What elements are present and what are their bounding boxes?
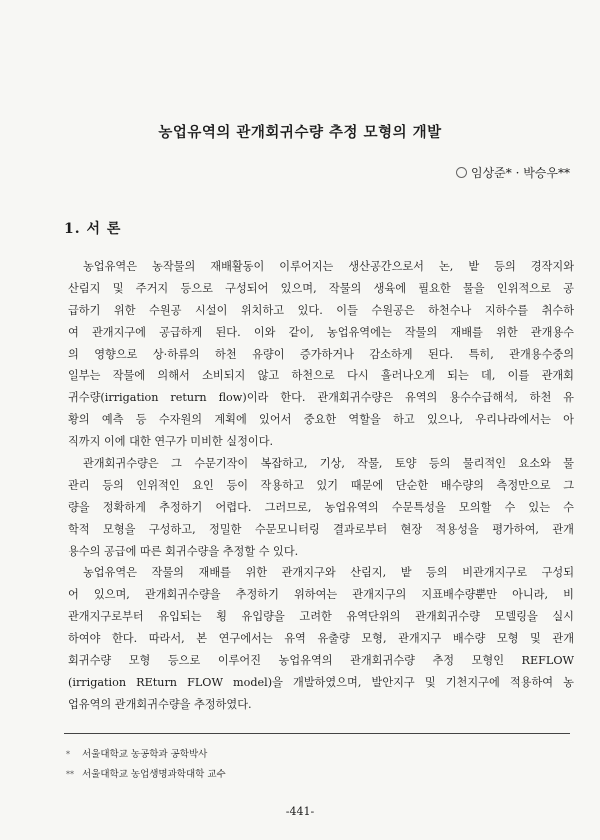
text-line: 량을 정확하게 추정하기 어렵다. 그러므로, 농업유역의 수문특성을 모의할 수 있는 수 [68,500,574,514]
text-line: 어 있으며, 관개회귀수량을 추정하기 위하여는 관개지구의 지표배수량뿐만 아니라, 비 [68,588,574,602]
footnote-mark: * [66,750,70,759]
footnote [66,745,226,765]
paragraph [68,453,574,562]
body-text [68,256,574,716]
paragraph [68,256,574,453]
text-line: 관개회귀수량은 그 수문기작이 복잡하고, 기상, 작물, 토양 등의 물리적인 요소와 물 [83,457,574,471]
text-line: 용수의 공급에 따른 회귀수량을 추정할 수 있다. [68,544,299,558]
text-line: 하여야 한다. 따라서, 본 연구에서는 유역 유출량 모형, 관개지구 배수량 모형 및 관개 [68,632,574,646]
text-line: 일부는 작물에 의해서 소비되지 않고 하천으로 다시 흘러나오게 되는 데, 이를 관개회 [68,369,574,383]
text-line: 농업유역은 작물의 재배를 위한 관개지구와 산림지, 밭 등의 비관개지구로 구성되 [83,566,574,580]
circle-mark-icon [456,167,467,178]
text-line: 회귀수량 모형 등으로 이루어진 농업유역의 관개회귀수량 추정 모형인 REFLOW [68,654,574,668]
text-line: 농업유역은 농작물의 재배활동이 이루어지는 생산공간으로서 논, 밭 등의 경작지와 [83,260,574,273]
text-line: 관개지구로부터 유입되는 횡 유입량을 고려한 유역단위의 관개회귀수량 모델링을 실시 [68,610,574,624]
paper-title: 농업유역의 관개회귀수량 추정 모형의 개발 [158,124,442,141]
text-line: 관리 등의 인위적인 요인 등이 작용하고 있기 때문에 단순한 배수량의 측정만으로 그 [68,478,574,492]
footnote-text: 서울대학교 농업생명과학대학 교수 [82,769,226,780]
author-line [456,164,570,181]
footnotes [66,745,226,785]
text-line: 급하기 위한 수원공 시설이 위치하고 있다. 이들 수원공은 하천수나 지하수를 취수하 [68,303,574,317]
text-line: 황의 예측 등 수자원의 계획에 있어서 중요한 역할을 하고 있으나, 우리나라에서는 아 [68,413,574,427]
text-line: 직까지 이에 대한 연구가 미비한 실정이다. [68,435,274,449]
footnote-mark: ** [66,770,74,779]
page-number: -441- [285,805,315,818]
author-names: 임상준* · 박승우** [471,166,570,180]
text-line: 귀수량(irrigation return flow)이라 한다. 관개회귀수량은 유역의 용수수급해석, 하천 유 [68,391,574,405]
text-line: 산림지 및 주거지 등으로 구성되어 있으며, 작물의 생육에 필요한 물을 인위적으로 공 [68,281,574,295]
paragraph [68,562,574,715]
section-heading: 1. 서 론 [64,221,122,237]
text-line: 여 관개지구에 공급하게 된다. 이와 같이, 농업유역에는 작물의 재배를 위한 관개용수 [68,325,574,339]
text-line: 의 영향으로 상·하류의 하천 유량이 증가하거나 감소하게 된다. 특히, 관개용수중의 [68,347,574,361]
text-line: (irrigation REturn FLOW model)을 개발하였으며, 발안지구 및 기천지구에 적용하여 농 [68,675,574,689]
footnote [66,765,226,785]
text-line: 학적 모형을 구성하고, 정밀한 수문모니터링 결과로부터 현장 적용성을 평가하여, 관개 [68,522,574,536]
text-line: 업유역의 관개회귀수량을 추정하였다. [68,697,252,711]
footnote-text: 서울대학교 농공학과 공학박사 [82,749,208,760]
footnote-divider [64,733,570,734]
